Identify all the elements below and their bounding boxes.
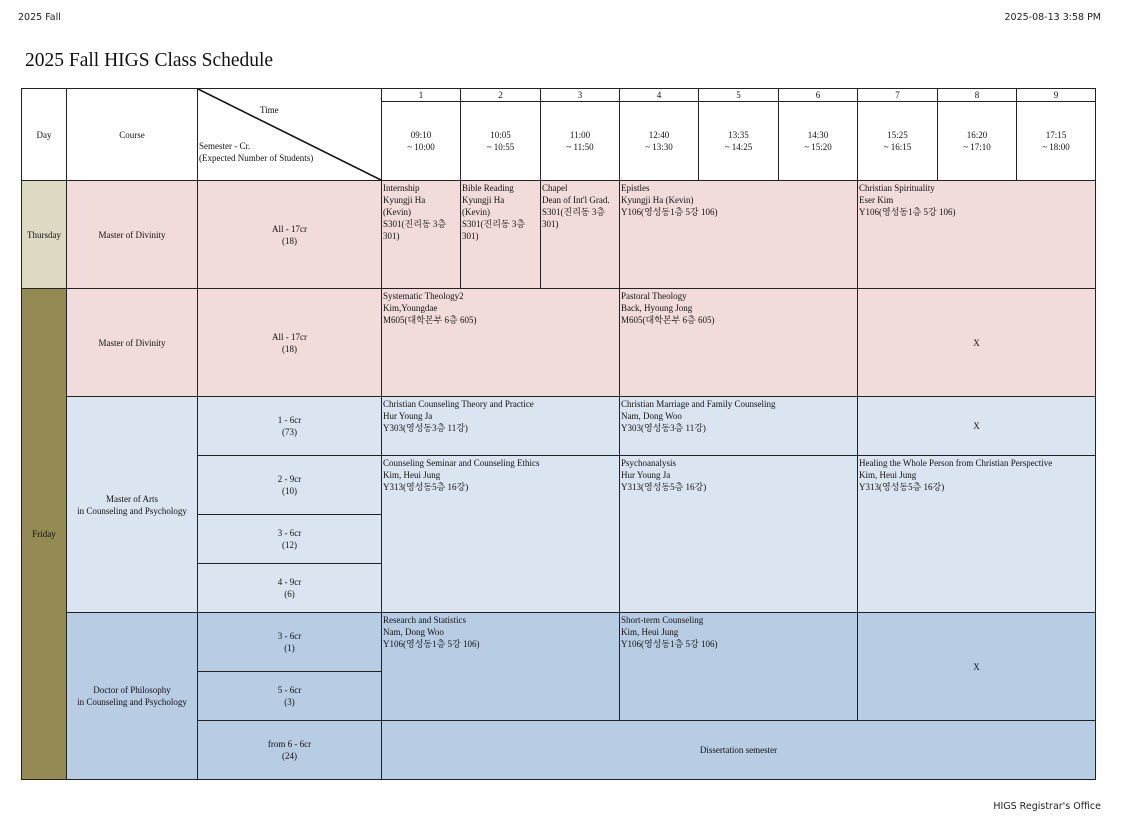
- semester-credits: 4 - 9cr: [277, 577, 302, 587]
- class-room: M605(대학본부 6층 605): [383, 315, 477, 325]
- class-name: Short-term Counseling: [621, 615, 704, 625]
- class-name: Christian Counseling Theory and Practice: [383, 399, 534, 409]
- class-research-statistics: [381, 612, 620, 721]
- semester-credits: 1 - 6cr: [277, 415, 302, 425]
- period-number-label: 8: [974, 90, 980, 100]
- day-label: Thursday: [27, 229, 61, 240]
- day-friday: [21, 288, 67, 780]
- class-name: Bible Reading: [462, 183, 514, 193]
- class-marriage-family: [619, 396, 858, 456]
- course-label: Master of Divinity: [98, 229, 166, 240]
- day-label: Friday: [32, 529, 56, 539]
- semester-credits: 2 - 9cr: [277, 474, 302, 484]
- period-number-8: [937, 88, 1017, 102]
- course-label: Master of Divinity: [98, 337, 166, 348]
- course-phd-counseling: [66, 612, 198, 780]
- no-class-phd: [857, 612, 1096, 721]
- period-time-7: [857, 101, 938, 181]
- semester-ma-1: [197, 396, 382, 456]
- semester-credits: 3 - 6cr: [277, 528, 302, 538]
- page-header-left: 2025 Fall: [18, 12, 61, 23]
- class-name: Christian Spirituality: [859, 183, 935, 193]
- class-chapel: [540, 180, 620, 289]
- period-number-label: 5: [736, 90, 741, 100]
- class-systematic-theology: [381, 288, 620, 397]
- class-room: Y313(영성동5층 16강): [859, 482, 945, 492]
- class-professor: Nam, Dong Woo: [621, 411, 682, 421]
- semester-credits: 3 - 6cr: [277, 631, 302, 641]
- class-name: Counseling Seminar and Counseling Ethics: [383, 458, 540, 468]
- semester-mdiv-thursday: [197, 180, 382, 289]
- class-room: Y106(영성동1층 5강 106): [621, 639, 718, 649]
- period-time-8: [937, 101, 1017, 181]
- class-professor: Kim, Heui Jung: [859, 470, 917, 480]
- period-time-2: [460, 101, 541, 181]
- semester-ma-3: [197, 514, 382, 564]
- course-label-sub: in Counseling and Psychology: [77, 697, 187, 707]
- period-time-1: [381, 101, 461, 181]
- semester-phd-3: [197, 612, 382, 672]
- period-start: 10:05: [490, 130, 511, 140]
- period-number-label: 3: [577, 90, 583, 100]
- course-mdiv-thursday: [66, 180, 198, 289]
- period-number-label: 4: [656, 90, 662, 100]
- class-room: Y313(영성동5층 16강): [383, 482, 469, 492]
- period-time-3: [540, 101, 620, 181]
- class-professor: Kim, Heui Jung: [383, 470, 441, 480]
- period-start: 11:00: [569, 130, 591, 140]
- class-name: Psychoanalysis: [621, 458, 676, 468]
- class-professor: Kim,Youngdae: [383, 303, 438, 313]
- day-thursday: [21, 180, 67, 289]
- class-professor: Kyungji Ha: [383, 195, 426, 205]
- header-semester-label: Semester - Cr.: [199, 141, 251, 151]
- semester-students: (6): [284, 589, 295, 599]
- period-number-label: 6: [815, 90, 821, 100]
- course-label: Doctor of Philosophy: [93, 685, 171, 695]
- class-room: Y313(영성동5층 16강): [621, 482, 707, 492]
- period-start: 17:15: [1045, 130, 1067, 140]
- period-number-9: [1016, 88, 1096, 102]
- class-professor: Eser Kim: [859, 195, 894, 205]
- period-end: ~ 18:00: [1042, 142, 1070, 152]
- class-professor-alt: (Kevin): [383, 207, 411, 217]
- class-room: M605(대학본부 6층 605): [621, 315, 715, 325]
- semester-students: (3): [284, 697, 295, 707]
- period-start: 14:30: [807, 130, 829, 140]
- semester-students: (18): [282, 235, 297, 246]
- diagonal-line: [198, 89, 382, 181]
- period-number-4: [619, 88, 699, 102]
- class-name: Christian Marriage and Family Counseling: [621, 399, 776, 409]
- header-time-semester: [197, 88, 382, 181]
- class-room: Y106(영성동1층 5강 106): [859, 207, 956, 217]
- course-ma-counseling: [66, 396, 198, 613]
- class-name: Pastoral Theology: [621, 291, 687, 301]
- period-number-label: 1: [418, 90, 424, 100]
- period-time-9: [1016, 101, 1096, 181]
- class-room: Y303(영성동3층 11강): [383, 423, 468, 433]
- period-end: ~ 15:20: [804, 142, 832, 152]
- period-time-4: [619, 101, 699, 181]
- period-number-7: [857, 88, 938, 102]
- class-name: Healing the Whole Person from Christian Perspective: [859, 458, 1053, 468]
- header-day: [21, 88, 67, 181]
- header-course: [66, 88, 198, 181]
- class-internship: [381, 180, 461, 289]
- class-name: Epistles: [621, 183, 650, 193]
- class-epistles: [619, 180, 858, 289]
- dissertation-label: Dissertation semester: [699, 745, 778, 755]
- class-room: S301(진리동 3층 301): [383, 219, 447, 241]
- semester-students: (18): [282, 343, 297, 354]
- period-end: ~ 16:15: [883, 142, 912, 152]
- class-professor: Kyungji Ha: [462, 195, 505, 205]
- semester-ma-4: [197, 563, 382, 613]
- semester-students: (73): [282, 427, 297, 437]
- class-professor: Dean of Int'l Grad.: [542, 195, 610, 205]
- period-end: ~ 14:25: [724, 142, 753, 152]
- class-psychoanalysis: [619, 455, 858, 613]
- period-number-2: [460, 88, 541, 102]
- class-name: Chapel: [542, 183, 568, 193]
- semester-credits: All - 17cr: [272, 223, 307, 234]
- period-number-3: [540, 88, 620, 102]
- semester-students: (12): [282, 540, 297, 550]
- no-class-mdiv-friday: [857, 288, 1096, 397]
- period-start: 12:40: [648, 130, 670, 140]
- class-short-term-counseling: [619, 612, 858, 721]
- x-mark: X: [973, 337, 980, 348]
- semester-phd-6: [197, 720, 382, 780]
- period-start: 16:20: [966, 130, 988, 140]
- period-end: ~ 10:00: [407, 142, 435, 152]
- period-number-label: 9: [1053, 90, 1059, 100]
- class-counseling-seminar: [381, 455, 620, 613]
- class-pastoral-theology: [619, 288, 858, 397]
- x-mark: X: [973, 661, 980, 672]
- period-number-label: 2: [498, 90, 503, 100]
- period-time-6: [778, 101, 858, 181]
- period-end: ~ 10:55: [486, 142, 515, 152]
- no-class-ma-1: [857, 396, 1096, 456]
- page-title: 2025 Fall HIGS Class Schedule: [25, 50, 274, 71]
- page-header-right: 2025-08-13 3:58 PM: [1004, 12, 1101, 23]
- semester-credits: All - 17cr: [272, 331, 307, 342]
- period-number-label: 7: [895, 90, 900, 100]
- semester-students: (10): [282, 486, 297, 496]
- class-cc-theory-practice: [381, 396, 620, 456]
- semester-students: (1): [284, 643, 295, 653]
- period-end: ~ 13:30: [645, 142, 673, 152]
- course-label-sub: in Counseling and Psychology: [77, 505, 187, 516]
- semester-credits: 5 - 6cr: [277, 685, 302, 695]
- semester-phd-5: [197, 671, 382, 721]
- class-christian-spirituality: [857, 180, 1096, 289]
- class-professor: Kyungji Ha (Kevin): [621, 195, 694, 205]
- header-time-label: Time: [260, 105, 279, 115]
- class-professor-alt: (Kevin): [462, 207, 490, 217]
- semester-mdiv-friday: [197, 288, 382, 397]
- class-professor: Nam, Dong Woo: [383, 627, 444, 637]
- header-expected-label: (Expected Number of Students): [199, 153, 314, 163]
- class-professor: Hur Young Ja: [621, 470, 671, 480]
- period-number-1: [381, 88, 461, 102]
- x-mark: X: [973, 421, 980, 431]
- period-start: 15:25: [887, 130, 908, 140]
- semester-ma-2: [197, 455, 382, 515]
- class-professor: Hur Young Ja: [383, 411, 433, 421]
- class-room: Y106(영성동1층 5강 106): [621, 207, 718, 217]
- class-bible-reading: [460, 180, 541, 289]
- class-room: Y303(영성동3층 11강): [621, 423, 706, 433]
- class-name: Internship: [383, 183, 420, 193]
- period-end: ~ 17:10: [963, 142, 991, 152]
- class-room: Y106(영성동1층 5강 106): [383, 639, 480, 649]
- header-course-label: Course: [119, 129, 145, 140]
- class-professor: Kim, Heui Jung: [621, 627, 679, 637]
- header-day-label: Day: [36, 129, 52, 140]
- semester-credits: from 6 - 6cr: [267, 739, 312, 749]
- period-time-5: [698, 101, 779, 181]
- page-footer: HIGS Registrar's Office: [993, 801, 1101, 812]
- semester-students: (24): [282, 751, 297, 761]
- class-name: Systematic Theology2: [383, 291, 464, 301]
- class-room: S301(진리동 3층 301): [542, 207, 606, 229]
- period-number-5: [698, 88, 779, 102]
- course-mdiv-friday: [66, 288, 198, 397]
- class-professor: Back, Hyoung Jong: [621, 303, 693, 313]
- class-name: Research and Statistics: [383, 615, 466, 625]
- period-end: ~ 11:50: [566, 142, 594, 152]
- period-number-6: [778, 88, 858, 102]
- period-start: 13:35: [728, 130, 749, 140]
- class-room: S301(진리동 3층 301): [462, 219, 526, 241]
- dissertation-semester: [381, 720, 1096, 780]
- class-healing-whole-person: [857, 455, 1096, 613]
- course-label: Master of Arts: [106, 493, 158, 504]
- period-start: 09:10: [410, 130, 432, 140]
